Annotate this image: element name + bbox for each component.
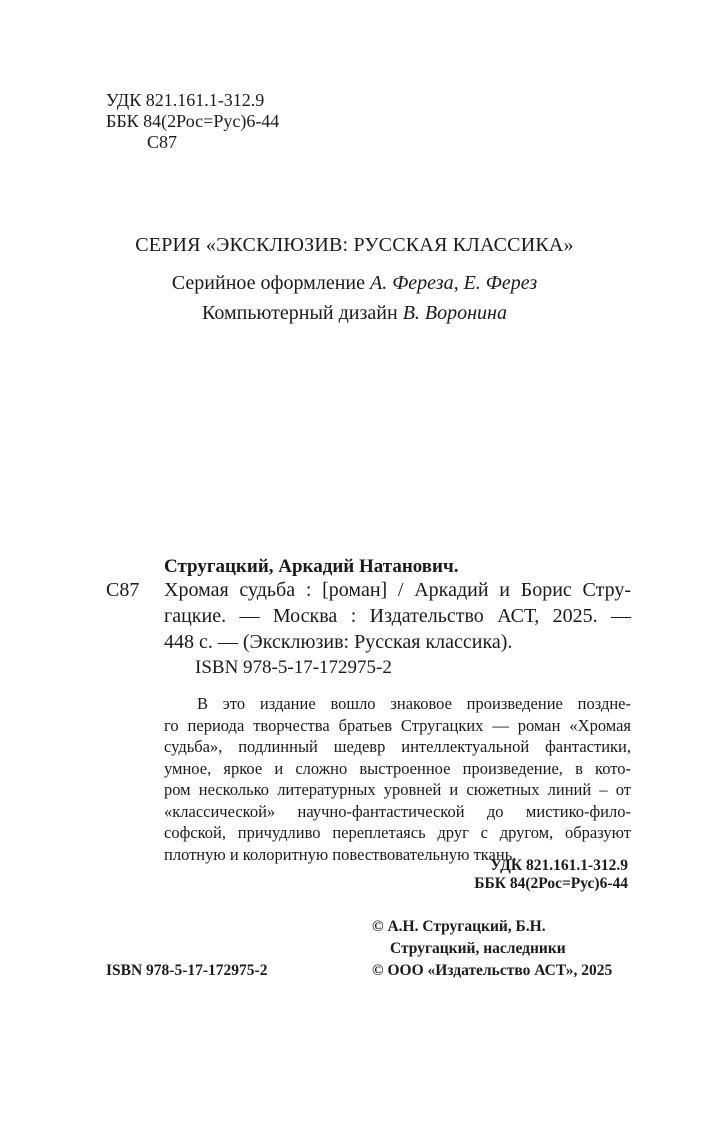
computer-design-credit: [0, 302, 709, 325]
annotation-line: В это издание вошло знаковое произведение поздне-: [197, 694, 631, 713]
series-title: СЕРИЯ «ЭКСКЛЮЗИВ: РУССКАЯ КЛАССИКА»: [135, 234, 574, 256]
udk-code-bottom: УДК 821.161.1-312.9: [490, 857, 628, 874]
catalog-isbn: ISBN 978-5-17-172975-2: [195, 657, 392, 678]
copyright-line: Стругацкий, наследники: [390, 940, 566, 957]
bbk-code-bottom: ББК 84(2Рос=Рус)6-44: [474, 875, 628, 892]
author-mark-top: С87: [147, 132, 178, 152]
series-design-credit: [0, 272, 709, 295]
copyright-line: © А.Н. Стругацкий, Б.Н.: [372, 918, 546, 935]
isbn-bottom: ISBN 978-5-17-172975-2: [106, 962, 268, 979]
catalog-author-mark: С87: [106, 579, 140, 601]
annotation-line: ром несколько литературных уровней и сюжетных линий – от: [164, 780, 631, 799]
computer-design-author: В. Воронина: [402, 302, 507, 324]
copyright-publisher: © ООО «Издательство АСТ», 2025: [372, 962, 613, 979]
bbk-code: ББК 84(2Рос=Рус)6-44: [106, 111, 280, 131]
annotation-line: плотную и колоритную повествовательную ткань.: [164, 844, 517, 864]
catalog-description-line: Хромая судьба : [роман] / Аркадий и Борис Стру-: [164, 579, 631, 601]
annotation-line: софской, причудливо переплетаясь друг с другом, образуют: [164, 823, 631, 842]
series-design-label: Серийное оформление: [171, 272, 365, 294]
catalog-description-line: 448 с. — (Эксклюзив: Русская классика).: [164, 631, 513, 653]
udk-code: УДК 821.161.1-312.9: [106, 90, 265, 110]
annotation-line: «классической» научно-фантастической до мистико-фило-: [164, 801, 631, 821]
annotation-line: го периода творчества братьев Стругацких — роман «Хромая: [164, 715, 631, 735]
computer-design-label: Компьютерный дизайн: [202, 302, 398, 324]
annotation-line: судьба», подлинный шедевр интеллектуальной фантастики,: [164, 737, 631, 756]
catalog-description-line: гацкие. — Москва : Издательство АСТ, 2025. —: [164, 605, 631, 627]
series-design-authors: А. Фереза, Е. Ферез: [369, 272, 538, 294]
catalog-author-heading: Стругацкий, Аркадий Натанович.: [164, 556, 459, 577]
annotation-line: умное, яркое и сложно выстроенное произведение, в кото-: [164, 758, 631, 778]
